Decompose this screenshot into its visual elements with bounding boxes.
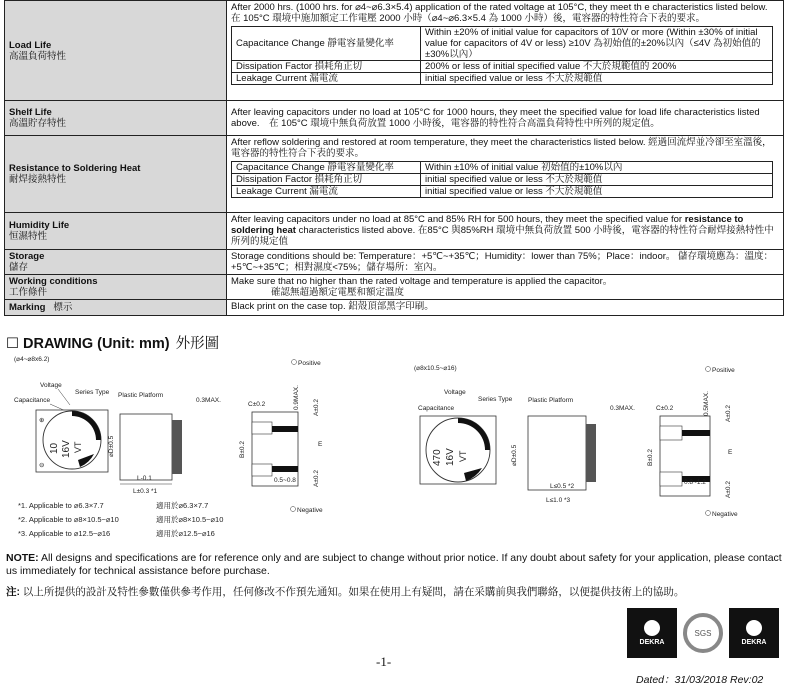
platform-label: Plastic Platform (528, 397, 574, 404)
label-zh: 高溫貯存特性 (9, 118, 67, 129)
storage-text: Storage conditions should be: Temperature：+5℃~+35℃；Humidity：lower than 75%；Place：indoor。 儲存環境應為：溫度：+5℃~+35℃；相對濕度<75%；儲存場所：室內。 (227, 250, 784, 275)
table-row (232, 61, 773, 73)
e-label: E (728, 449, 733, 456)
param-name: Capacitance Change 靜電容量變化率 (232, 162, 421, 174)
row-label (5, 300, 227, 316)
humidity-text (227, 213, 784, 250)
label-zh: 標示 (53, 302, 73, 313)
param-name: Leakage Current 漏電流 (232, 73, 421, 85)
positive-label: Positive (298, 360, 321, 367)
param-name: Capacitance Change 靜電容量變化率 (232, 27, 421, 61)
row-label (5, 1, 227, 101)
param-value: initial specified value or less 不大於規範值 (421, 186, 773, 198)
right-platform (586, 424, 596, 482)
row-label (5, 101, 227, 136)
marking-text: Black print on the case top. 鋁殼頂部黑字印刷。 (227, 300, 784, 316)
b02-label: B±0.2 (647, 449, 654, 466)
row-humidity (5, 213, 784, 250)
applicable-notes (18, 500, 223, 538)
label-en: Shelf Life (9, 107, 52, 118)
param-name: Dissipation Factor 損耗角正切 (232, 174, 421, 186)
param-name: Dissipation Factor 損耗角正切 (232, 61, 421, 73)
note-1-zh: 適用於⌀6.3×7.7 (156, 501, 209, 510)
row-marking (5, 300, 784, 316)
vt-marking: VT (458, 450, 468, 462)
cert-name: DEKRA (741, 639, 767, 646)
load-life-text: After 2000 hrs. (1000 hrs. for ⌀4~⌀6.3×5.4) application of the rated voltage at 105°C, they meet th e characteristics listed below. 在 105°C 環境中施加額定工作電壓 2000 小時（⌀4~⌀6.3×5.4 為 1000 小時）後，電容器的特性符合下表的要求。 (231, 2, 777, 24)
minus-sign: ⊖ (39, 462, 45, 469)
series-label: Series Type (75, 389, 110, 396)
label-en: Marking (9, 302, 46, 313)
param-name: Leakage Current 漏電流 (232, 186, 421, 198)
param-value: initial specified value or less 不大於規範值 (421, 174, 773, 186)
label-en: Storage (9, 251, 45, 262)
label-en: Working conditions (9, 276, 98, 287)
max03-label: 0.3MAX. (196, 397, 221, 404)
l10-dim: L≤1.0 *3 (546, 497, 571, 504)
row-shelf-life (5, 101, 784, 136)
table-row (232, 162, 773, 174)
param-value: Within ±10% of initial value 初始值的±10%以內 (421, 162, 773, 174)
w58-label: 0.5~0.8 (274, 477, 296, 484)
humidity-text-bold: resistance to soldering heat (231, 214, 744, 236)
row-label (5, 275, 227, 300)
label-en: Resistance to Soldering Heat (9, 163, 141, 174)
c02-label: C±0.2 (248, 401, 266, 408)
volt-marking: 16V (445, 448, 456, 466)
row-content (227, 1, 784, 101)
label-en: Load Life (9, 39, 52, 51)
note-3: *3. Applicable to ⌀12.5~⌀16 (18, 529, 111, 538)
table-row (232, 73, 773, 85)
voltage-label: Voltage (444, 389, 466, 396)
cap-marking: 470 (432, 449, 443, 466)
voltage-label: Voltage (40, 382, 62, 389)
param-value: 200% or less of initial specified value 不大於規範值的 200% (421, 61, 773, 73)
a02-label: A±0.2 (313, 399, 320, 416)
load-life-subtable (231, 26, 773, 85)
note-2-zh: 適用於⌀8×10.5~⌀10 (156, 515, 224, 524)
c02-label: C±0.2 (656, 405, 674, 412)
a02-label-lower: A±0.2 (313, 470, 320, 487)
notes-section (6, 552, 782, 607)
d-dim: ⌀D±0.5 (511, 444, 518, 466)
max05-label: 0.5MAX. (703, 391, 710, 416)
plus-sign: ⊕ (39, 417, 45, 424)
label-zh: 恒濕特性 (9, 231, 48, 242)
l-dim: L-0.1 (137, 475, 152, 482)
negative-label: Negative (297, 507, 323, 514)
l05-dim: L≤0.5 *2 (550, 483, 575, 490)
soldering-subtable (231, 161, 773, 198)
shelf-life-text: After leaving capacitors under no load at 105°C for 1000 hours, they meet the specified value for load life characteristics listed above. 在 105°C 環境中無負荷放置 1000 小時後，電容器的特性符合高溫負荷特性中所列的規定值。 (227, 101, 784, 136)
left-side-view (120, 414, 172, 480)
param-value: initial specified value or less 不大於規範值 (421, 73, 773, 85)
a02-label-lower: A±0.2 (725, 481, 732, 498)
row-label (5, 250, 227, 275)
right-side-view (528, 416, 586, 490)
capacitance-label: Capacitance (14, 397, 51, 404)
row-content (227, 136, 784, 213)
sgs-logo (677, 608, 729, 658)
negative-label: Negative (712, 511, 738, 518)
vt-marking: VT (73, 441, 83, 453)
right-size-label: (⌀8x10.5~⌀16) (414, 365, 457, 372)
drawing-title-zh: 外形圖 (175, 336, 220, 352)
working-content (227, 275, 784, 300)
note-3-zh: 適用於⌀12.5~⌀16 (156, 529, 215, 538)
row-working (5, 275, 784, 300)
left-drawing (14, 356, 323, 514)
e-label: E (318, 441, 323, 448)
note-1: *1. Applicable to ⌀6.3×7.7 (18, 501, 104, 510)
note-zh (6, 586, 782, 599)
cert-name: SGS (683, 613, 723, 653)
positive-label: Positive (712, 367, 735, 374)
note-key: NOTE: (6, 552, 39, 564)
platform-label: Plastic Platform (118, 392, 164, 399)
drawing-title-en: ☐ DRAWING (Unit: mm) (6, 336, 170, 352)
row-soldering (5, 136, 784, 213)
note-zh-key: 注: (6, 586, 20, 598)
capacitance-label: Capacitance (418, 405, 455, 412)
table-row (232, 27, 773, 61)
working-text-zh: 確認無超過額定電壓和額定溫度 (271, 287, 405, 298)
working-text: Make sure that no higher than the rated voltage and temperature is applied the capacitor。 (231, 276, 613, 287)
dekra-logo (627, 608, 677, 658)
note-zh-text: 以上所提供的設計及特性參數僅供參考作用，任何修改不作預先通知。如果在使用上有疑問，請在采購前與我們聯絡，以便提供技術上的協助。 (20, 586, 685, 598)
series-label: Series Type (478, 396, 513, 403)
humidity-text-a: After leaving capacitors under no load at 85°C and 85% RH for 500 hours, they meet the specified value for (231, 214, 685, 225)
cert-name: DEKRA (639, 639, 665, 646)
cap-marking: 10 (49, 442, 60, 454)
left-size-label: (⌀4~⌀8x6.2) (14, 356, 50, 363)
volt-marking: 16V (61, 440, 72, 458)
max03-label: 0.3MAX. (610, 405, 635, 412)
label-zh: 工作條件 (9, 287, 48, 298)
spec-table (4, 0, 784, 316)
row-load-life (5, 1, 784, 101)
cert-logos (627, 608, 779, 658)
left-platform (172, 420, 182, 474)
table-row (232, 186, 773, 198)
right-drawing (414, 365, 738, 518)
row-storage (5, 250, 784, 275)
row-label (5, 213, 227, 250)
drawing-diagrams (0, 350, 790, 550)
soldering-text: After reflow soldering and restored at room temperature, they meet the characteristics listed below. 經過回流焊並冷卻至室溫後，電容器的特性符合下表的要求。 (231, 137, 772, 159)
l03-dim: L±0.3 *1 (133, 488, 158, 495)
a02-label: A±0.2 (725, 405, 732, 422)
table-row (232, 174, 773, 186)
note-en (6, 552, 782, 578)
label-zh: 耐焊接熱特性 (9, 174, 67, 185)
row-label (5, 136, 227, 213)
d-dim: ⌀D±0.5 (108, 435, 115, 457)
label-zh: 高溫負荷特性 (9, 50, 67, 62)
dated-revision: Dated：31/03/2018 Rev:02 (636, 674, 764, 686)
humidity-text-b: characteristics listed above. 在85°C 與85%RH 環境中無負荷放置 500 小時後，電容器的特性符合耐焊接熱特性中所列的規定值 (231, 225, 774, 247)
note-2: *2. Applicable to ⌀8×10.5~⌀10 (18, 515, 119, 524)
note-text: All designs and specifications are for reference only and are subject to change without prior notice. If any doubt about safety for your application, please contact us immediately for technical assistance before purchase. (6, 552, 782, 577)
param-value: Within ±20% of initial value for capacitors of 10V or more (Within ±30% of initial value for capacitors of 4V or less) ≥10V 為初始值的±20%以內（≤4V 為初始值的±30%以內） (421, 27, 773, 61)
b02-label: B±0.2 (239, 441, 246, 458)
dekra-logo-2 (729, 608, 779, 658)
max09-label: 0.9MAX. (293, 385, 300, 410)
label-zh: 儲存 (9, 262, 29, 273)
page-number: -1- (376, 654, 392, 669)
label-en: Humidity Life (9, 220, 70, 231)
w812-label: 0.8~1.2 (684, 479, 706, 486)
